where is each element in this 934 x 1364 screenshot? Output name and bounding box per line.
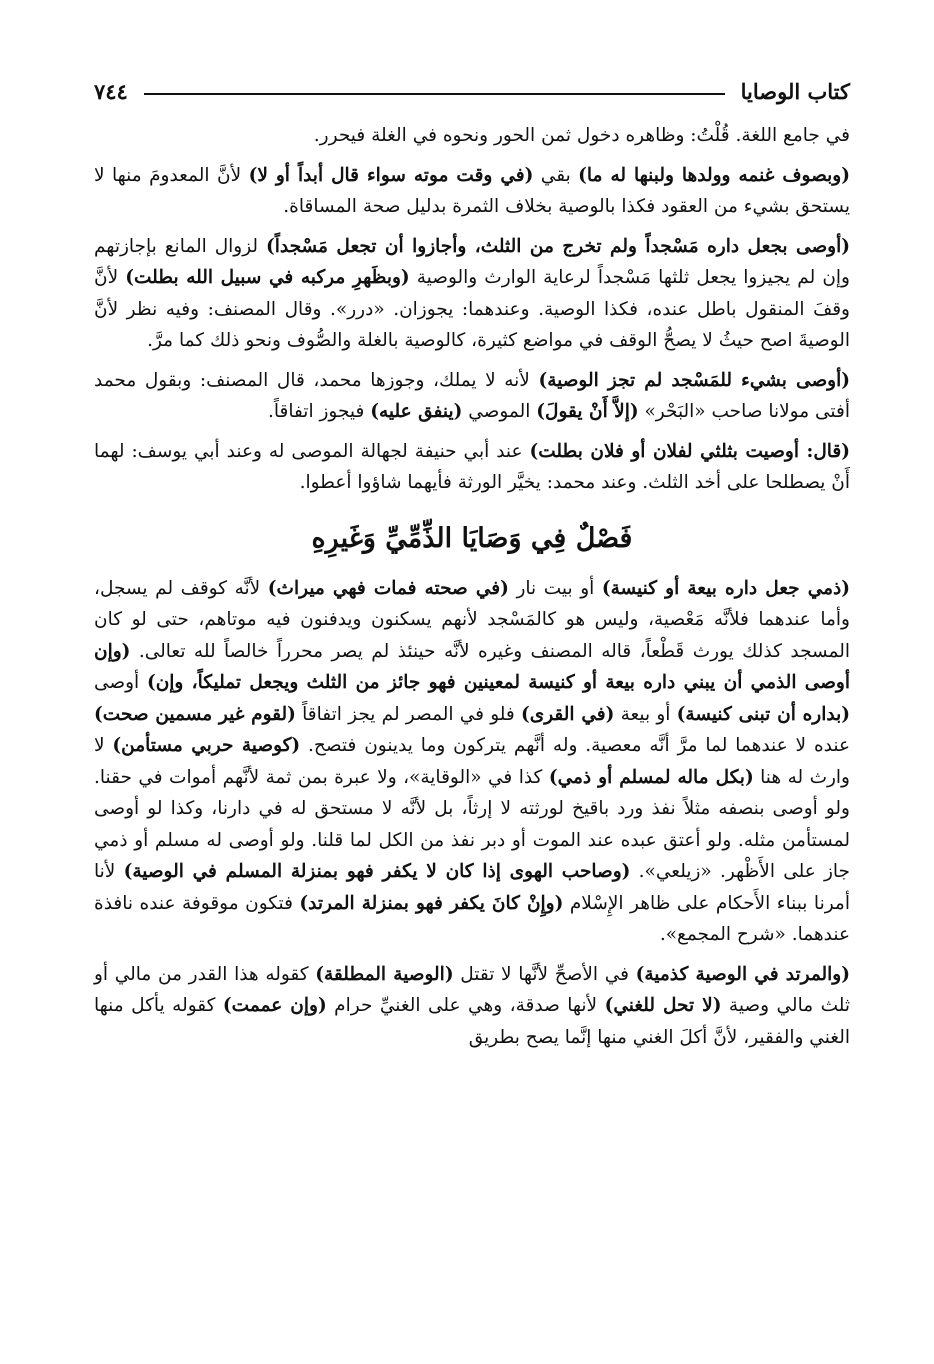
header-rule (144, 93, 725, 95)
text-block-bottom (94, 573, 850, 1054)
matn-text: (في القرى) (520, 703, 615, 725)
commentary-text: فيجوز اتفاقاً. (267, 401, 371, 422)
commentary-text: بقي (533, 164, 579, 186)
matn-text: (وصاحب الهوى إذا كان لا يكفر فهو بمنزلة المسلم في الوصية) (123, 861, 631, 882)
commentary-text: في الأصحِّ لأنَّها لا تقتل (453, 963, 636, 985)
matn-text: (لا تحل للغني) (604, 995, 722, 1016)
matn-text: (في صحته فمات فهي ميراث) (267, 577, 509, 599)
matn-text: (وإن أوصى الذمي أن يبني داره بيعة أو كنيسة لمعينين فهو جائز من الثلث ويجعل تمليكاً، وإن) (94, 640, 850, 693)
commentary-text: عنده لا عندهما لما مرَّ أنَّه معصية. وله أنَّهم يتركون وما يدينون فتصح. (300, 735, 850, 756)
page-number: ٧٤٤ (94, 79, 128, 104)
paragraph (94, 573, 850, 951)
commentary-text: أوصى (94, 672, 147, 693)
commentary-text: في جامع اللغة. قُلْتُ: وظاهره دخول ثمن الحور ونحوه في الغلة فيحرر. (313, 125, 850, 146)
commentary-text: لأنَّ المعدومَ منها لا يستحق بشيء من العقود فكذا بالوصية بخلاف الثمرة بدليل صحة المساقاة. (94, 164, 850, 217)
paragraph (94, 160, 850, 223)
paragraph (94, 959, 850, 1054)
section-heading: فَصْلٌ فِي وَصَايَا الذِّمِّيِّ وَغَيرِهِ (311, 522, 633, 554)
paragraph (94, 436, 850, 499)
commentary-text: لزوال المانع بإجازتهم وإن لم يجيزوا يجعل ثلثها مَسْجداً لرعاية الوارث والوصية (94, 235, 850, 288)
paragraph (94, 231, 850, 357)
commentary-text: لأنه لا يملك، وجوزها محمد، قال المصنف: وبقول محمد أفتى مولانا صاحب «البَحْر» (94, 369, 850, 422)
matn-text: (وبصوف غنمه وولدها ولبنها له ما) (578, 164, 850, 186)
text-block-top (94, 120, 850, 499)
commentary-text: كقوله هذا القدر من مالي أو ثلث مالي وصية (94, 963, 851, 1016)
commentary-text: فتكون موقوفة عنده نافذة عندهما. «شرح المجمع». (94, 892, 850, 945)
book-title: كتاب الوصايا (740, 79, 850, 104)
commentary-text: لا وارث له هنا (94, 735, 850, 788)
commentary-text: الموصي (462, 401, 537, 422)
matn-text: (وإن عممت) (222, 995, 327, 1016)
commentary-text: لأنَّه كوقف لم يسجل، وأما عندهما فلأنَّه مَعْصية، وليس هو كالمَسْجد لأنهم يسكنون ويدفنون فيه موتاهم، حتى لو كان المسجد كذلك يورث قَطْعاً، قاله المصنف وغيره لأنَّه حينئذ لم يصر محرراً خالصاً لله تعالى. (94, 577, 850, 662)
commentary-text: كذا في «الوقاية»، ولا عبرة بمن ثمة لأنَّهم أموات في حقنا. ولو أوصى بنصفه مثلاً نفذ ورد باقيخ لورثته لا إرثاً، بل لأنَّه لا مستحق له في دارنا، وكذا لو أوصى لمستأمن مثله. ولو أعتق عبده عند الموت أو دبر نفذ من الكل لما قلنا. ولو أوصى له مسلم أو ذمي جاز على الأَظْهر. «زيلعي». (94, 766, 850, 882)
commentary-text: لأنَّ وقفَ المنقول باطل عنده، فكذا الوصية. وعندهما: يجوزان. «درر». وقال المصنف: وفيه نظر لأنَّ الوصيةَ اصح حيثُ لا يصحُّ الوقف في مواضع كثيرة، كالوصية بالغلة والصُّوف ونحو ذلك كما مرَّ. (94, 267, 850, 351)
commentary-text: عند أبي حنيفة لجهالة الموصى له وعند أبي يوسف: لهما أَنْ يصطلحا على أخد الثلث. وعند محمد: يخيَّر الورثة فأيهما شاؤوا أعطوا. (94, 440, 850, 493)
matn-text: (أوصى بجعل داره مَسْجداً ولم تخرج من الثلث، وأجازوا أن تجعل مَسْجداً) (266, 235, 851, 257)
commentary-text: لأنا أمرنا ببناء الأَحكام على ظاهر الإِسْلام (94, 861, 850, 914)
matn-text: (ذمي جعل داره بيعة أو كنيسة) (601, 577, 851, 599)
commentary-text: لأنها صدقة، وهي على الغنيِّ حرام (326, 995, 605, 1016)
matn-text: (وبظَهرِ مركبه في سبيل الله بطلت) (125, 267, 410, 288)
matn-text: (الوصية المطلقة) (315, 963, 454, 985)
matn-text: (بكل ماله لمسلم أو ذمي) (548, 766, 754, 788)
commentary-text: أو بيعة (614, 703, 677, 725)
matn-text: (لقوم غير مسمين صحت) (94, 703, 296, 725)
page-body (94, 120, 850, 1053)
paragraph (94, 120, 850, 152)
commentary-text: فلو في المصر لم يجز اتفاقاً (295, 703, 521, 725)
matn-text: (كوصية حربي مستأمن) (112, 735, 301, 756)
matn-text: (أوصى بشيء للمَسْجد لم تجز الوصية) (538, 369, 850, 391)
matn-text: (وإِنْ كانَ يكفر فهو بمنزلة المرتد) (299, 892, 564, 914)
commentary-text: كقوله يأكل منها الغني والفقير، لأنَّ أكلَ الغني منها إنَّما يصح بطريق (94, 995, 850, 1048)
paragraph (94, 365, 850, 428)
matn-text: (قال: أوصيت بثلثي لفلان أو فلان بطلت) (529, 440, 850, 462)
page-header (94, 70, 850, 104)
matn-text: (ينفق عليه) (370, 401, 463, 422)
matn-text: (والمرتد في الوصية كذمية) (635, 963, 850, 985)
matn-text: (بداره أن تبنى كنيسة) (676, 703, 850, 725)
matn-text: (إلاَّ أَنْ يقولَ) (536, 401, 639, 422)
matn-text: (في وقت موته سواء قال أبداً أو لا) (248, 164, 534, 186)
commentary-text: أو بيت نار (508, 577, 602, 599)
